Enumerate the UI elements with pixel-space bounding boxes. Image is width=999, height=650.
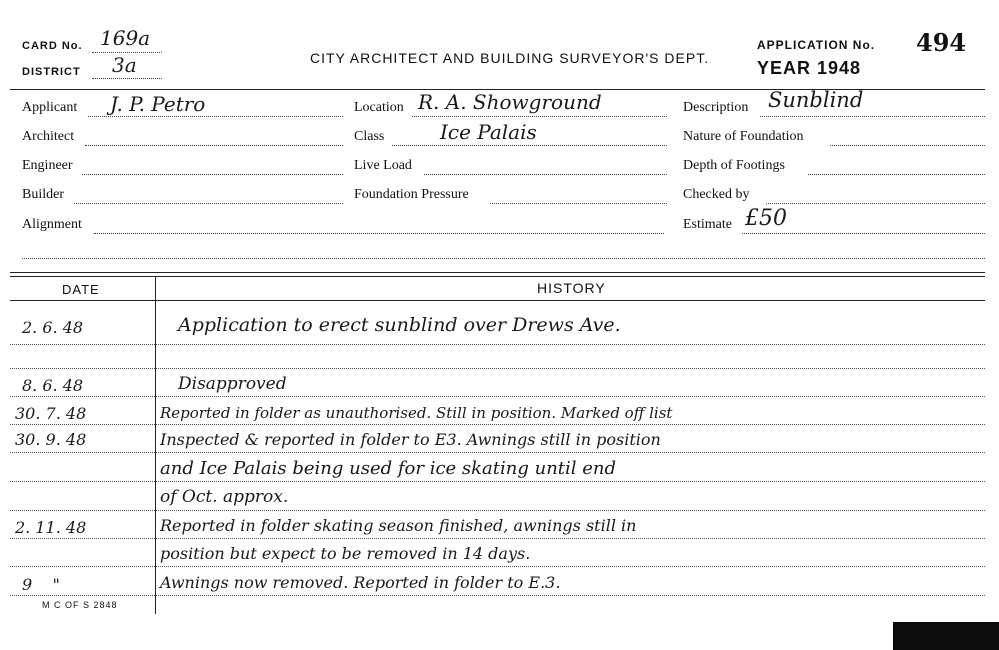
- history-row-text: Awnings now removed. Reported in folder to E.3.: [160, 573, 561, 592]
- history-column-header: HISTORY: [537, 280, 606, 296]
- checked-by-label: Checked by: [683, 187, 750, 202]
- scan-edge-artifact: [893, 622, 999, 650]
- history-row-date: 30. 7. 48: [15, 404, 87, 423]
- history-row-text: Reported in folder skating season finished, awnings still in: [160, 516, 637, 535]
- application-no-value: 494: [916, 28, 967, 57]
- applicant-value: J. P. Petro: [110, 92, 206, 116]
- year-label: YEAR 1948: [757, 58, 862, 78]
- history-row-text: of Oct. approx.: [160, 487, 289, 507]
- applicant-label: Applicant: [22, 100, 78, 115]
- description-value: Sunblind: [768, 88, 864, 112]
- history-row-date: 8. 6. 48: [22, 376, 84, 395]
- class-value: Ice Palais: [440, 120, 537, 144]
- history-top-rule: [10, 272, 985, 273]
- history-row-date: 2. 11. 48: [15, 518, 87, 537]
- nature-of-foundation-label: Nature of Foundation: [683, 129, 804, 144]
- department-title: CITY ARCHITECT AND BUILDING SURVEYOR'S DEPT.: [310, 50, 710, 66]
- depth-of-footings-label: Depth of Footings: [683, 158, 785, 173]
- history-row-text: Application to erect sunblind over Drews Ave.: [178, 314, 621, 336]
- history-row-text: and Ice Palais being used for ice skating until end: [160, 458, 617, 479]
- estimate-label: Estimate: [683, 217, 732, 232]
- history-row-date: 2. 6. 48: [22, 318, 84, 337]
- history-header-rule: [10, 300, 985, 301]
- card-no-value: 169a: [100, 26, 151, 50]
- history-row-text: Inspected & reported in folder to E3. Awnings still in position: [160, 430, 661, 449]
- location-label: Location: [354, 100, 404, 115]
- form-code: M C OF S 2848: [42, 600, 118, 610]
- live-load-label: Live Load: [354, 158, 412, 173]
- location-value: R. A. Showground: [418, 90, 602, 114]
- foundation-pressure-label: Foundation Pressure: [354, 187, 469, 202]
- date-column-header: DATE: [62, 282, 100, 297]
- history-top-rule-2: [10, 276, 985, 277]
- engineer-label: Engineer: [22, 158, 73, 173]
- card-no-label: CARD No.: [22, 40, 83, 52]
- history-row-text: Reported in folder as unauthorised. Still in position. Marked off list: [160, 404, 673, 422]
- estimate-value: £50: [745, 206, 787, 231]
- architect-label: Architect: [22, 129, 75, 144]
- history-row-date: 30. 9. 48: [15, 430, 87, 449]
- history-row-text: position but expect to be removed in 14 days.: [160, 544, 531, 563]
- alignment-label: Alignment: [22, 217, 82, 232]
- description-label: Description: [683, 100, 749, 115]
- class-label: Class: [354, 129, 385, 144]
- builder-label: Builder: [22, 187, 64, 202]
- district-label: DISTRICT: [22, 66, 81, 78]
- history-row-text: Disapproved: [178, 374, 287, 394]
- history-row-date: 9 ": [22, 575, 60, 594]
- date-column-divider: [155, 276, 156, 614]
- application-no-label: APPLICATION No.: [757, 38, 876, 52]
- district-value: 3a: [112, 53, 137, 77]
